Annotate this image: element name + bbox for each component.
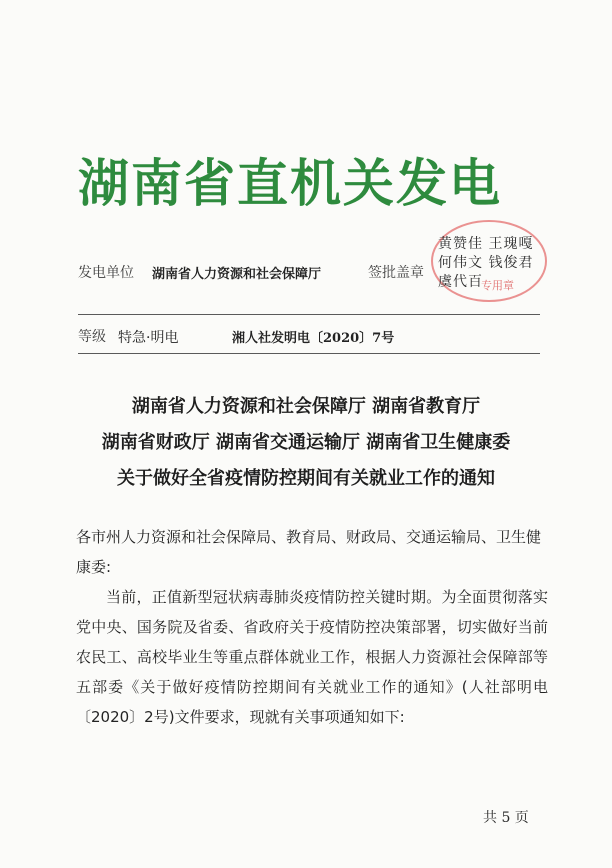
sender-value: 湖南省人力资源和社会保障厅 [152,267,322,282]
sign-label: 签批盖章 [368,265,424,281]
doc-title-line-2: 湖南省财政厅 湖南省交通运输厅 湖南省卫生健康委 [101,432,511,453]
signer-names [438,235,558,292]
doc-title-line-3: 关于做好全省疫情防控期间有关就业工作的通知 [117,468,495,489]
doc-title-line-1: 湖南省人力资源和社会保障厅 湖南省教育厅 [131,396,481,417]
signer-name: 何伟文 [438,255,483,271]
divider-top [78,314,540,315]
signer-name: 虞代百 [438,274,483,290]
divider-bottom [78,353,540,354]
grade-value: 特急·明电 [118,330,179,346]
sender-label: 发电单位 [78,265,134,281]
page-count: 共 5 页 [483,810,529,826]
signer-name: 钱俊君 [488,255,534,271]
signer-name: 王瑰嘎 [488,236,534,252]
telegram-header-title: 湖南省直机关发电 [78,155,503,214]
salutation: 各市州人力资源和社会保障局、教育局、财政局、交通运输局、卫生健康委: [76,528,542,576]
seal-text: 专用章 [481,279,514,292]
grade-label: 等级 [78,329,106,345]
signer-name: 黄赞佳 [438,236,483,252]
document-number: 湘人社发明电〔2020〕7号 [232,331,395,346]
body-paragraph: 当前，正值新型冠状病毒肺炎疫情防控关键时期。为全面贯彻落实党中央、国务院及省委、省政府关于疫情防控决策部署，切实做好当前农民工、高校毕业生等重点群体就业工作，根据人力资源社会保障部等五部委《关于做好疫情防控期间有关就业工作的通知》(人社部明电〔2020〕2号)文件要求，现就有关事项通知如下: [76,588,548,726]
document-body [76,522,548,732]
